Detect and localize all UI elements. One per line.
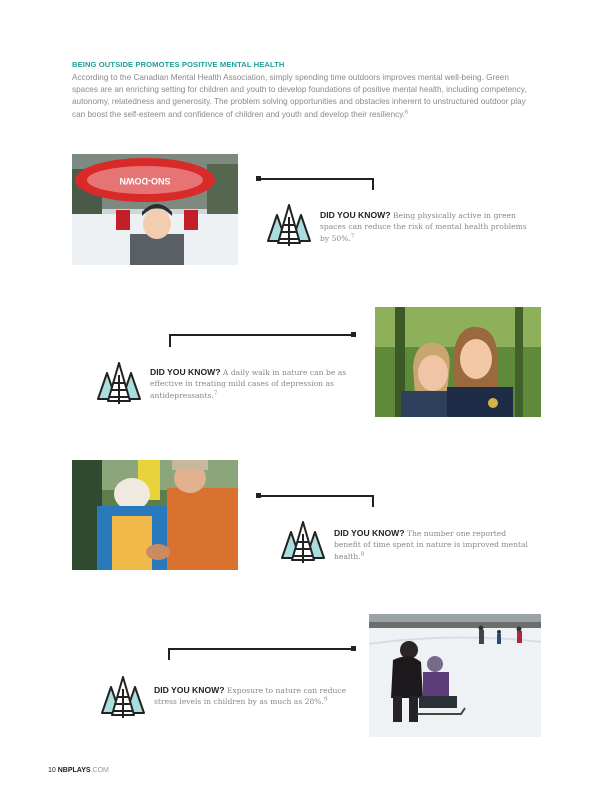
fact-text: Being physically active in green spaces can reduce the risk of mental health problems by 50%.: [320, 211, 527, 243]
connector-line: [168, 648, 354, 650]
pine-trees-icon: [96, 361, 142, 405]
fact-reference: 9: [323, 696, 328, 703]
intro-paragraph: [72, 72, 534, 121]
photo-two-girls: [375, 307, 541, 417]
intro-reference: 6: [405, 108, 409, 115]
photo-winter-sledding: [369, 614, 541, 737]
page-footer: [48, 767, 109, 774]
connector-line: [372, 495, 374, 507]
fact-text: The number one reported benefit of time spent in nature is improved mental health.: [334, 529, 528, 561]
connector-line: [168, 648, 170, 660]
connector-line: [169, 334, 354, 336]
page-number: 10: [48, 767, 56, 774]
sled-text: SNO-DOWN: [119, 176, 171, 186]
fact-reference: 7: [350, 233, 355, 240]
section-heading: BEING OUTSIDE PROMOTES POSITIVE MENTAL HEALTH: [72, 60, 285, 69]
fact-label: DID YOU KNOW?: [334, 528, 405, 538]
pine-trees-icon: [280, 520, 326, 564]
photo-child-life-jacket: [72, 460, 238, 570]
site-name: NBPLAYS: [57, 767, 91, 774]
connector-line: [372, 178, 374, 190]
intro-text: According to the Canadian Mental Health Association, simply spending time outdoors improves mental well-being. Green spaces are an enriching setting for children and youth to develop foundations of positive mental health, including competency, autonomy, relatedness and generosity. The problem solving opportunities and obstacles inherent to unstructured outdoor play can boost the self-esteem and confidence of children and youth and develop their resiliency.: [72, 73, 527, 119]
connector-line: [258, 178, 374, 180]
fact-text: A daily walk in nature can be as effective in treating mild cases of depression as antidepressants.: [150, 368, 347, 400]
connector-line: [258, 495, 374, 497]
connector-line: [169, 334, 171, 347]
fact-label: DID YOU KNOW?: [154, 685, 225, 695]
pine-trees-icon: [266, 203, 312, 247]
fact-text: Exposure to nature can reduce stress levels in children by as much as 28%.: [154, 686, 347, 707]
fact-reference: 8: [360, 551, 365, 558]
pine-trees-icon: [100, 675, 146, 719]
fact-label: DID YOU KNOW?: [320, 210, 391, 220]
fact-card: [320, 210, 535, 244]
fact-label: DID YOU KNOW?: [150, 367, 221, 377]
fact-card: [154, 685, 366, 708]
fact-card: [150, 367, 365, 401]
fact-card: [334, 528, 534, 562]
site-domain: .COM: [90, 767, 109, 774]
fact-reference: 7: [213, 390, 218, 397]
photo-child-with-sled: [72, 154, 238, 265]
